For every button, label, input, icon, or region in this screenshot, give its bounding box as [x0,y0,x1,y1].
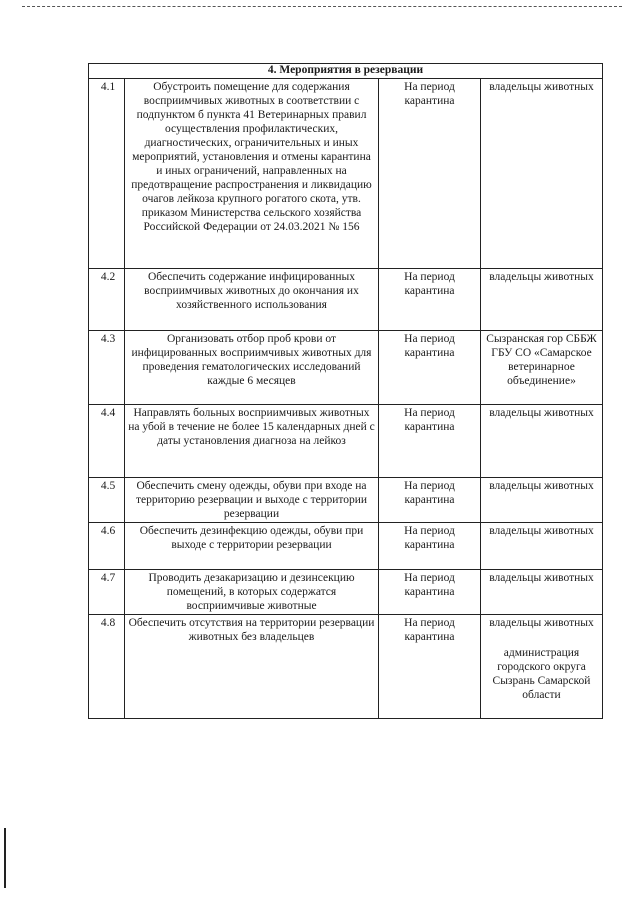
row-measure: Обеспечить отсутствия на территории резервации животных без владельцев [125,615,379,719]
table-row [89,523,603,570]
table-row [89,570,603,615]
row-measure: Обеспечить дезинфекцию одежды, обуви при выходе с территории резервации [125,523,379,570]
row-number: 4.4 [89,405,125,478]
row-period: На период карантина [379,79,481,269]
row-number: 4.7 [89,570,125,615]
row-period: На период карантина [379,405,481,478]
row-number: 4.1 [89,79,125,269]
row-number: 4.5 [89,478,125,523]
left-margin-mark [4,828,6,888]
row-measure: Направлять больных восприимчивых животных на убой в течение не более 15 календарных дней с даты установления диагноза на лейкоз [125,405,379,478]
row-period: На период карантина [379,478,481,523]
row-period: На период карантина [379,570,481,615]
row-responsible [481,615,603,719]
section-title: 4. Мероприятия в резервации [89,64,603,79]
row-period: На период карантина [379,523,481,570]
table-row [89,478,603,523]
row-responsible: владельцы животных [481,523,603,570]
table-row [89,615,603,719]
measures-table [88,63,603,719]
row-responsible: владельцы животных [481,269,603,331]
row-number: 4.2 [89,269,125,331]
row-responsible-secondary: администрация городского округа Сызрань Самарской области [492,647,591,701]
row-measure: Проводить дезакаризацию и дезинсекцию помещений, в которых содержатся восприимчивые животные [125,570,379,615]
row-responsible: владельцы животных [481,570,603,615]
row-measure: Обустроить помещение для содержания восприимчивых животных в соответствии с подпунктом б пункта 41 Ветеринарных правил осуществления профилактических, диагностических, ограничительных и иных мероприятий, установления и отмены карантина и иных ограничений, направленных на предотвращение распространения и ликвидацию очагов лейкоза крупного рогатого скота, утв. приказом Министерства сельского хозяйства Российской Федерации от 24.03.2021 № 156 [125,79,379,269]
row-measure: Обеспечить смену одежды, обуви при входе на территорию резервации и выходе с территории резервации [125,478,379,523]
table-row [89,79,603,269]
row-measure: Обеспечить содержание инфицированных восприимчивых животных до окончания их хозяйственного использования [125,269,379,331]
row-period: На период карантина [379,615,481,719]
row-responsible: владельцы животных [481,79,603,269]
row-number: 4.8 [89,615,125,719]
row-responsible: Сызранская гор СББЖ ГБУ СО «Самарское ветеринарное объединение» [481,331,603,405]
row-responsible: владельцы животных [481,478,603,523]
row-number: 4.3 [89,331,125,405]
section-header-row [89,64,603,79]
row-measure: Организовать отбор проб крови от инфицированных восприимчивых животных для проведения гематологических исследований каждые 6 месяцев [125,331,379,405]
top-dashed-rule [22,6,622,7]
row-period: На период карантина [379,331,481,405]
table-row [89,269,603,331]
row-period: На период карантина [379,269,481,331]
row-number: 4.6 [89,523,125,570]
row-responsible: владельцы животных [481,405,603,478]
row-responsible-primary: владельцы животных [489,617,594,629]
table-row [89,331,603,405]
table-row [89,405,603,478]
